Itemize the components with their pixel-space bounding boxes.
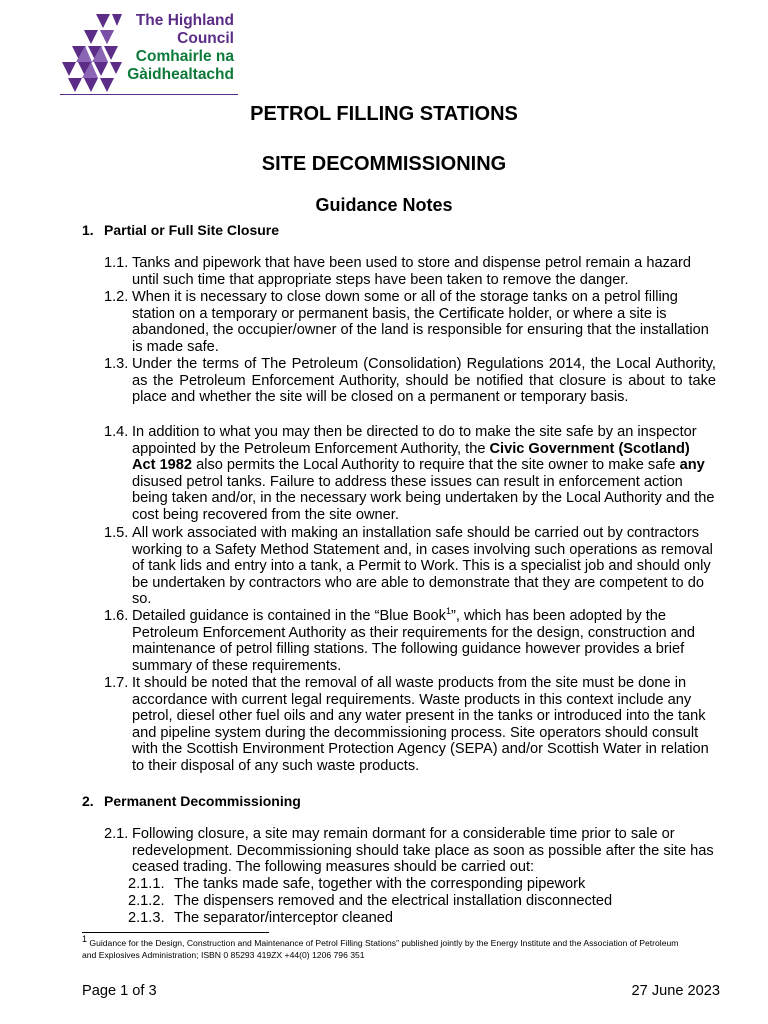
subitem-2-1-3 <box>128 910 393 927</box>
logo-text <box>122 12 234 84</box>
paragraph-1-1 <box>104 255 716 288</box>
paragraph-number: 1.1. <box>104 255 129 271</box>
paragraph-text <box>132 424 716 524</box>
paragraph-text: When it is necessary to close down some or all of the storage tanks on a petrol filling station on a temporary or permanent basis, the Certificate holder, or where a site is abandoned, the occupier/owner of the land is responsible for ensuring that the installation is made safe. <box>132 289 709 355</box>
paragraph-1-3 <box>104 356 716 406</box>
paragraph-text-part: also permits the Local Authority to require that the site owner to make safe <box>192 457 680 474</box>
section-1-heading <box>82 222 279 238</box>
subitem-number: 2.1.2. <box>128 893 165 909</box>
subitem-2-1-2 <box>128 893 612 910</box>
paragraph-1-4 <box>104 424 716 524</box>
logo-name-gd-1: Comhairle na <box>135 48 234 65</box>
paragraph-number: 1.6. <box>104 608 129 624</box>
paragraph-number: 1.5. <box>104 525 129 541</box>
subitem-number: 2.1.3. <box>128 910 165 926</box>
emphasis-any: any <box>679 457 705 474</box>
subitem-text: The separator/interceptor cleaned <box>174 910 394 926</box>
paragraph-number: 1.7. <box>104 675 129 691</box>
paragraph-number: 1.3. <box>104 356 129 372</box>
paragraph-text-part: Detailed guidance is contained in the “Blue Book <box>132 608 446 624</box>
subitem-number: 2.1.1. <box>128 876 165 892</box>
logo-name-gd-2: Gàidhealtachd <box>127 66 234 83</box>
document-date: 27 June 2023 <box>631 983 720 999</box>
paragraph-text: Following closure, a site may remain dormant for a considerable time prior to sale or redevelopment. Decommissioning should take place as soon as possible after the site has ceased trading. The following measures should be carried out: <box>132 826 714 876</box>
document-title: PETROL FILLING STATIONS <box>250 103 518 125</box>
paragraph-text-part: disused petrol tanks. Failure to address these issues can result in enforcement action being taken and/or, in the necessary work being undertaken by the Local Authority and the cost being recovered from the site owner. <box>132 473 715 523</box>
paragraph-text-part: In addition to what you may then be directed to do to make the site safe by an inspector appointed by the Petroleum Enforcement Authority, the <box>132 424 697 457</box>
section-title: Permanent Decommissioning <box>104 793 301 809</box>
paragraph-number: 1.2. <box>104 289 129 305</box>
paragraph-text-part: ”, which has been adopted by the Petroleum Enforcement Authority as their requirements for the design, construction and maintenance of petrol filling stations. The following guidance however provides a brief summary of these requirements. <box>132 608 695 674</box>
footnote-reference[interactable]: 1 <box>445 606 451 617</box>
paragraph-1-7 <box>104 675 716 775</box>
page-number: Page 1 of 3 <box>82 983 157 999</box>
footnote-text: Guidance for the Design, Construction and Maintenance of Petrol Filling Stations” published jointly by the Energy Institute and the Association of Petroleum and Explosives Administration; ISBN 0 85293 419ZX +44(0) 1206 796 351 <box>82 938 679 960</box>
section-number: 2. <box>82 793 94 809</box>
paragraph-2-1 <box>104 826 716 876</box>
council-logo <box>60 12 240 96</box>
paragraph-text: Tanks and pipework that have been used to store and dispense petrol remain a hazard until such time that appropriate steps have been taken to remove the danger. <box>132 255 691 288</box>
paragraph-text: Under the terms of The Petroleum (Consolidation) Regulations 2014, the Local Authority, as the Petroleum Enforcement Authority, should be notified that closure is about to take place and whether the site will be closed on a permanent or temporary basis. <box>132 356 716 406</box>
paragraph-text: It should be noted that the removal of all waste products from the site must be done in accordance with current legal requirements. Waste products in this context include any petrol, diesel other fuel oils and any water present in the tanks or introduced into the tank and pipeline system during the decommissioning process. Site operators should consult with the Scottish Environment Protection Agency (SEPA) and/or Scottish Water in relation to their disposal of any such waste products. <box>132 675 709 774</box>
footnote-separator <box>82 932 269 933</box>
section-number: 1. <box>82 222 94 238</box>
logo-underline <box>60 94 238 95</box>
subitem-text: The tanks made safe, together with the corresponding pipework <box>174 876 586 892</box>
footnote-mark: 1 <box>82 934 88 945</box>
paragraph-1-6 <box>104 608 716 674</box>
paragraph-text <box>132 608 716 674</box>
section-2-heading <box>82 793 301 809</box>
subitem-2-1-1 <box>128 876 585 893</box>
council-logo-mark-icon <box>60 12 124 94</box>
paragraph-1-2 <box>104 289 716 355</box>
paragraph-number: 2.1. <box>104 826 129 842</box>
logo-name-en-1: The Highland <box>135 12 234 29</box>
paragraph-1-5 <box>104 525 716 608</box>
act-name: Civic Government (Scotland) Act 1982 <box>132 440 690 474</box>
footnote <box>82 934 692 961</box>
logo-name-en-2: Council <box>177 30 234 47</box>
guidance-heading: Guidance Notes <box>315 195 453 215</box>
document-subtitle: SITE DECOMMISSIONING <box>261 153 507 175</box>
paragraph-text: All work associated with making an installation safe should be carried out by contractors working to a Safety Method Statement and, in cases involving such operations as removal of tank lids and entry into a tank, a Permit to Work. This is a specialist job and should only be undertaken by contractors who are able to demonstrate that they are competent to do so. <box>132 525 713 608</box>
subitem-text: The dispensers removed and the electrical installation disconnected <box>174 893 613 909</box>
section-title: Partial or Full Site Closure <box>104 222 280 238</box>
paragraph-number: 1.4. <box>104 424 129 440</box>
